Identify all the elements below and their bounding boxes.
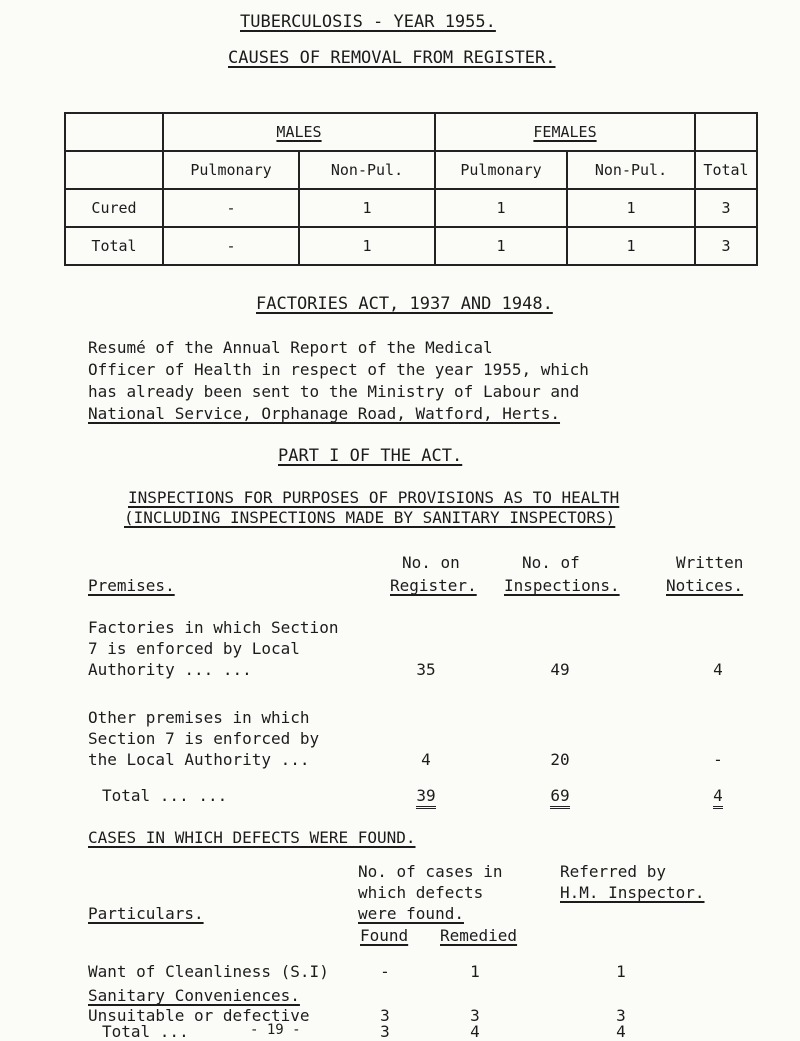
- defects-heading: CASES IN WHICH DEFECTS WERE FOUND.: [88, 828, 416, 847]
- row-total-register: 39: [396, 786, 456, 805]
- resume-line-3: has already been sent to the Ministry of Labour and: [88, 382, 580, 401]
- row-factories-inspections: 49: [550, 660, 570, 679]
- females-header: FEMALES: [435, 113, 695, 151]
- table-row: Total - 1 1 1 3: [65, 227, 757, 265]
- row-total-label: Total ... ...: [102, 786, 228, 805]
- row-cleanliness-remedied: 1: [470, 962, 480, 981]
- premises-header: Premises.: [88, 576, 175, 595]
- row-other-register: 4: [421, 750, 431, 769]
- females-nonpul-header: Non-Pul.: [567, 151, 695, 189]
- row-defects-total-label: Total ...: [102, 1022, 189, 1041]
- notices-header-2: Notices.: [666, 576, 744, 595]
- inspections-header-2: Inspections.: [504, 576, 620, 595]
- males-pulmonary-header: Pulmonary: [163, 151, 299, 189]
- cases-header-1: No. of cases in: [358, 862, 503, 881]
- row-unsuitable-remedied: 3: [470, 1006, 480, 1025]
- row-defects-total-found: 3: [380, 1022, 390, 1041]
- inspections-header-1: No. of: [522, 553, 580, 572]
- resume-line-2: Officer of Health in respect of the year 1955, which: [88, 360, 589, 379]
- row-unsuitable-referred: 3: [616, 1006, 626, 1025]
- row-total-inspections: 69: [530, 786, 590, 805]
- row-defects-total-referred: 4: [616, 1022, 626, 1041]
- register-header-1: No. on: [402, 553, 460, 572]
- row-other-line-3: the Local Authority ...: [88, 750, 310, 769]
- row-factories-line-3: Authority ... ...: [88, 660, 252, 679]
- referred-header-1: Referred by: [560, 862, 666, 881]
- referred-header-2: H.M. Inspector.: [560, 883, 705, 902]
- particulars-header: Particulars.: [88, 904, 204, 923]
- females-pulmonary-header: Pulmonary: [435, 151, 567, 189]
- blank-header: [695, 113, 757, 151]
- table-row: Cured - 1 1 1 3: [65, 189, 757, 227]
- row-other-line-2: Section 7 is enforced by: [88, 729, 320, 748]
- row-cleanliness-referred: 1: [616, 962, 626, 981]
- factories-heading: FACTORIES ACT, 1937 AND 1948.: [256, 294, 553, 314]
- row-other-line-1: Other premises in which: [88, 708, 310, 727]
- total-header: Total: [695, 151, 757, 189]
- row-factories-register: 35: [416, 660, 436, 679]
- males-header: MALES: [163, 113, 435, 151]
- sanitary-heading: Sanitary Conveniences.: [88, 986, 300, 1005]
- row-factories-notices: 4: [713, 660, 723, 679]
- row-unsuitable-found: 3: [380, 1006, 390, 1025]
- row-total-notices: 4: [698, 786, 738, 805]
- notices-header-1: Written: [676, 553, 744, 572]
- row-other-inspections: 20: [550, 750, 570, 769]
- cases-header-2: which defects: [358, 883, 484, 902]
- row-defects-total-remedied: 4: [470, 1022, 480, 1041]
- row-factories-line-1: Factories in which Section: [88, 618, 339, 637]
- row-cleanliness-label: Want of Cleanliness (S.I): [88, 962, 329, 981]
- tuberculosis-table: [64, 112, 758, 266]
- found-header: Found: [360, 926, 409, 945]
- males-nonpul-header: Non-Pul.: [299, 151, 435, 189]
- resume-line-1: Resumé of the Annual Report of the Medical: [88, 338, 493, 357]
- page-title: TUBERCULOSIS - YEAR 1955.: [240, 12, 496, 32]
- corner-cell: [65, 113, 163, 151]
- remedied-header: Remedied: [440, 926, 518, 945]
- row-unsuitable-label: Unsuitable or defective: [88, 1006, 310, 1025]
- cases-header-3: were found.: [358, 904, 464, 923]
- row-cleanliness-found: -: [380, 962, 390, 981]
- page-subtitle: CAUSES OF REMOVAL FROM REGISTER.: [228, 48, 556, 68]
- resume-line-4: National Service, Orphanage Road, Watford, Herts.: [88, 404, 561, 423]
- page-number: - 19 -: [250, 1022, 301, 1038]
- register-header-2: Register.: [390, 576, 477, 595]
- part-heading: PART I OF THE ACT.: [278, 446, 463, 466]
- inspections-heading-2: (INCLUDING INSPECTIONS MADE BY SANITARY INSPECTORS): [124, 508, 616, 527]
- inspections-heading-1: INSPECTIONS FOR PURPOSES OF PROVISIONS AS TO HEALTH: [128, 488, 620, 507]
- row-factories-line-2: 7 is enforced by Local: [88, 639, 300, 658]
- row-other-notices: -: [713, 750, 723, 769]
